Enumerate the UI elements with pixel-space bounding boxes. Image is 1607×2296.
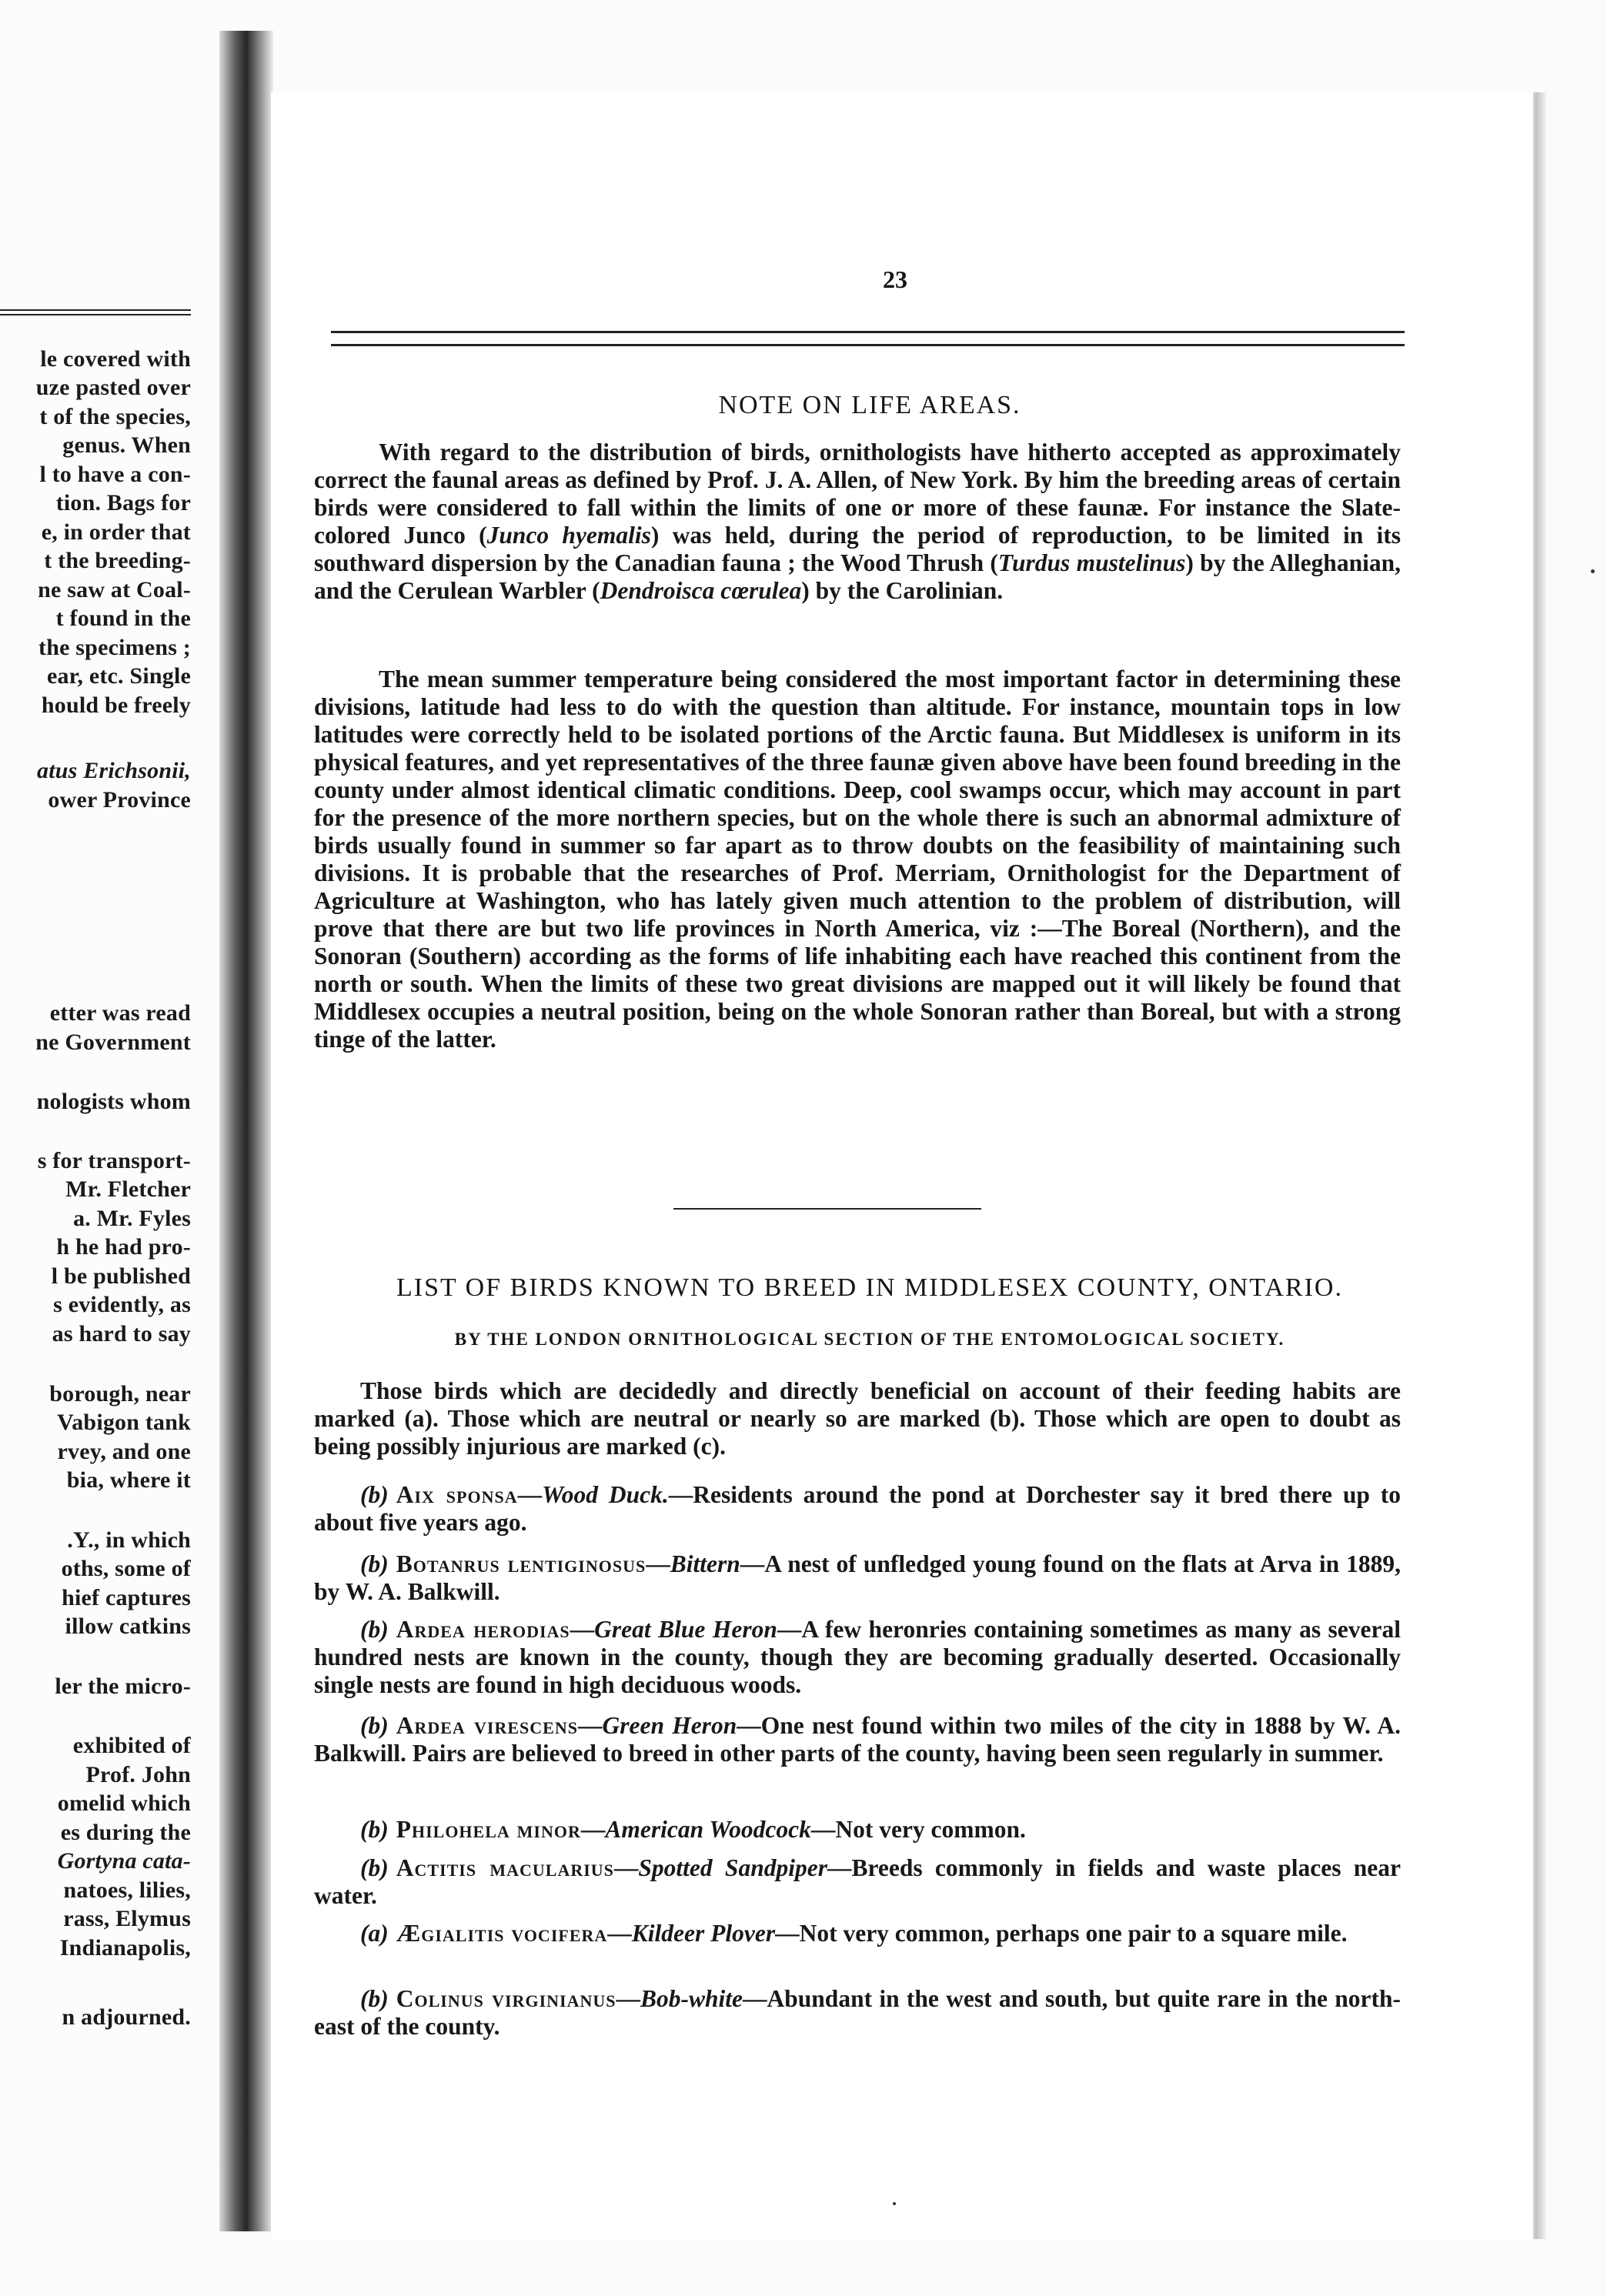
left-page-line: genus. When (62, 432, 191, 458)
entry-common-name: Bob-white (640, 1985, 743, 2012)
scan-speck (242, 940, 246, 944)
left-page-line: le covered with (40, 346, 191, 372)
left-page-line: hould be freely (41, 692, 191, 718)
entry-mark: (b) (360, 1712, 389, 1739)
left-page-line: ler the micro- (55, 1674, 191, 1699)
left-page-line: l be published (51, 1263, 191, 1289)
entry-latin-name: Actitis macularius (396, 1854, 614, 1881)
section-divider (673, 1208, 981, 1210)
entry-common-name: American Woodcock (605, 1816, 811, 1843)
left-page-line: s for transport- (37, 1148, 191, 1173)
entry-mark: (b) (360, 1550, 389, 1577)
left-page-line: Prof. John (85, 1762, 191, 1787)
list-byline: BY THE LONDON ORNITHOLOGICAL SECTION OF THE ENTOMOLOGICAL SOCIETY. (454, 1330, 1285, 1349)
left-page-line: n adjourned. (62, 2004, 191, 2030)
left-page-line: .Y., in which (67, 1527, 191, 1553)
bird-entry (314, 1481, 1401, 1537)
left-page-line: etter was read (49, 1000, 191, 1026)
left-page-line: oths, some of (61, 1556, 191, 1581)
left-page-line: s evidently, as (53, 1292, 191, 1317)
left-page-line: ne saw at Coal- (38, 577, 191, 602)
book-gutter (219, 31, 273, 2231)
bird-entry (314, 1854, 1401, 1910)
bird-entry (314, 1550, 1401, 1606)
note-paragraph-2: The mean summer temperature being considered the most important factor in determining these divisions, latitude had less to do with the question than altitude. For instance, mountain tops in low latitudes were correctly held to be isolated portions of the Arctic fauna. But Middlesex is uniform in its physical features, and yet representatives of the three faunæ given above have been found breeding in the county under almost identical climatic conditions. Deep, cool swamps occur, which may account in part for the presence of the more northern species, but on the whole there is such an abnormal admixture of birds usually found in summer so far apart as to throw doubts on the feasibility of maintaining such divisions. It is probable that the researches of Prof. Merriam, Ornithologist for the Department of Agriculture at Washington, who has lately given much attention to the problem of distribution, will prove that there are but two life provinces in North America, viz :—The Boreal (Northern), and the Sonoran (Southern) according as the forms of life inhabiting each have reached this continent from the north or south. When the limits of these two great divisions are mapped out it will likely be found that Middlesex occupies a neutral position, being on the whole Sonoran rather than Boreal, but with a strong tinge of the latter. (314, 666, 1401, 1053)
entry-mark: (b) (360, 1481, 389, 1508)
entry-latin-name: Aix sponsa (396, 1481, 518, 1508)
bird-entry (314, 1616, 1401, 1699)
left-page-line: nologists whom (36, 1089, 191, 1114)
left-page-line: exhibited of (72, 1733, 191, 1758)
entry-text: —A few heronries containing sometimes as many as several hundred nests are known in the county, though they are becoming gradually deserted. Occasionally single nests are found in high deciduous woods. (314, 1616, 1402, 1698)
left-page-line: ear, etc. Single (46, 663, 191, 689)
entry-latin-name: Philohela minor (396, 1816, 581, 1843)
scan-speck (893, 2202, 896, 2205)
entry-mark: (b) (360, 1616, 389, 1643)
note-paragraph-1: With regard to the distribution of birds, ornithologists have hitherto accepted as approximately correct the faunal areas as defined by Prof. J. A. Allen, of New York. By him the breeding areas of certain birds were considered to fall within the limits of one or more of these faunæ. For instance the Slate-colored Junco (Junco hyemalis) was held, during the period of reproduction, to be limited in its southward dispersion by the Canadian fauna ; the Wood Thrush (Turdus mustelinus) by the Alleghanian, and the Cerulean Warbler (Dendroisca cœrulea) by the Carolinian. (314, 439, 1402, 604)
entry-separator: — (570, 1616, 595, 1643)
latin-name: Dendroisca cœrulea (600, 577, 802, 604)
header-double-rule (331, 331, 1405, 346)
entry-separator: — (616, 1985, 640, 2012)
page-number: 23 (883, 265, 907, 293)
left-page-line: es during the (60, 1820, 191, 1845)
left-page-line: natoes, lilies, (63, 1877, 191, 1903)
latin-name: Turdus mustelinus (997, 549, 1186, 576)
entry-text: —Breeds commonly in fields and waste places near water. (314, 1854, 1401, 1909)
bird-entry (314, 1816, 1401, 1844)
entry-common-name: Kildeer Plover (631, 1920, 776, 1947)
entry-text: —One nest found within two miles of the city in 1888 by W. A. Balkwill. Pairs are believed to breed in other parts of the county, having been seen regularly in summer. (314, 1712, 1401, 1767)
left-page-line: rvey, and one (57, 1439, 191, 1464)
entry-common-name: Great Blue Heron (594, 1616, 777, 1643)
entry-common-name: Green Heron (602, 1712, 737, 1739)
left-page-line: as hard to say (52, 1321, 191, 1347)
left-page-line: a. Mr. Fyles (73, 1206, 191, 1231)
entry-separator: — (646, 1550, 670, 1577)
left-page-line: t the breeding- (44, 548, 191, 573)
scan-speck (1591, 569, 1595, 573)
list-title: LIST OF BIRDS KNOWN TO BREED IN MIDDLESEX COUNTY, ONTARIO. (396, 1273, 1343, 1302)
left-page-line: Mr. Fletcher (65, 1176, 191, 1202)
entry-latin-name: Ardea virescens (396, 1712, 578, 1739)
entry-text: —A nest of unfledged young found on the flats at Arva in 1889, by W. A. Balkwill. (314, 1550, 1401, 1605)
entry-common-name: Spotted Sandpiper (638, 1854, 827, 1881)
left-page-line: Indianapolis, (59, 1935, 191, 1961)
left-page-line: t of the species, (39, 404, 191, 429)
left-page-line: ne Government (35, 1030, 191, 1055)
left-page-line: tion. Bags for (55, 490, 191, 516)
entry-common-name: Wood Duck. (542, 1481, 669, 1508)
entry-separator: — (613, 1854, 639, 1881)
left-page-rule (0, 309, 191, 311)
left-page-fragment (0, 77, 231, 2154)
entry-separator: — (577, 1712, 603, 1739)
entry-common-name: Bittern (670, 1550, 740, 1577)
note-title: NOTE ON LIFE AREAS. (718, 391, 1021, 419)
left-page-line: borough, near (49, 1381, 191, 1407)
left-page-line: hief captures (62, 1585, 191, 1610)
left-page-line: Gortyna cata- (57, 1848, 191, 1874)
left-page-line: the specimens ; (38, 635, 191, 660)
left-page-line: rass, Elymus (63, 1906, 191, 1931)
left-page-line: ower Province (48, 787, 191, 813)
entry-latin-name: Botanrus lentiginosus (396, 1550, 646, 1577)
left-page-line: h he had pro- (56, 1234, 191, 1260)
entry-latin-name: Ægialitis vocifera (396, 1920, 608, 1947)
entry-latin-name: Ardea herodias (396, 1616, 570, 1643)
entry-text: —Not very common. (810, 1816, 1026, 1843)
left-page-line: atus Erichsonii, (37, 758, 191, 783)
left-page-line: illow catkins (65, 1614, 191, 1639)
left-page-line: Vabigon tank (57, 1410, 191, 1435)
entry-text: —Abundant in the west and south, but quite rare in the north-east of the county. (314, 1985, 1401, 2040)
bird-entry (314, 1920, 1401, 1947)
entry-separator: — (517, 1481, 543, 1508)
left-page-line: uze pasted over (35, 375, 191, 400)
entry-mark: (b) (360, 1816, 389, 1843)
entry-mark: (b) (360, 1854, 389, 1881)
left-page-line: bia, where it (66, 1467, 191, 1493)
entry-mark: (a) (360, 1920, 389, 1947)
left-page-rule (0, 314, 191, 315)
list-intro: Those birds which are decidedly and directly beneficial on account of their feeding habits are marked (a). Those which are neutral or nearly so are marked (b). Those which are open to doubt as being possibly injurious are marked (c). (314, 1377, 1401, 1460)
left-page-line: l to have a con- (39, 462, 191, 487)
entry-text: —Not very common, perhaps one pair to a square mile. (775, 1920, 1348, 1947)
bird-entry (314, 1712, 1401, 1767)
entry-mark: (b) (360, 1985, 389, 2012)
left-page-line: t found in the (55, 606, 191, 631)
entry-separator: — (607, 1920, 632, 1947)
latin-name: Junco hyemalis (486, 522, 651, 549)
bird-entry (314, 1985, 1401, 2041)
entry-separator: — (580, 1816, 606, 1843)
left-page-line: omelid which (57, 1790, 191, 1816)
page-edge-shadow (1535, 92, 1546, 2239)
entry-latin-name: Colinus virginianus (396, 1985, 616, 2012)
left-page-line: e, in order that (41, 519, 191, 545)
entry-text: —Residents around the pond at Dorchester say it bred there up to about five years ago. (314, 1481, 1402, 1536)
